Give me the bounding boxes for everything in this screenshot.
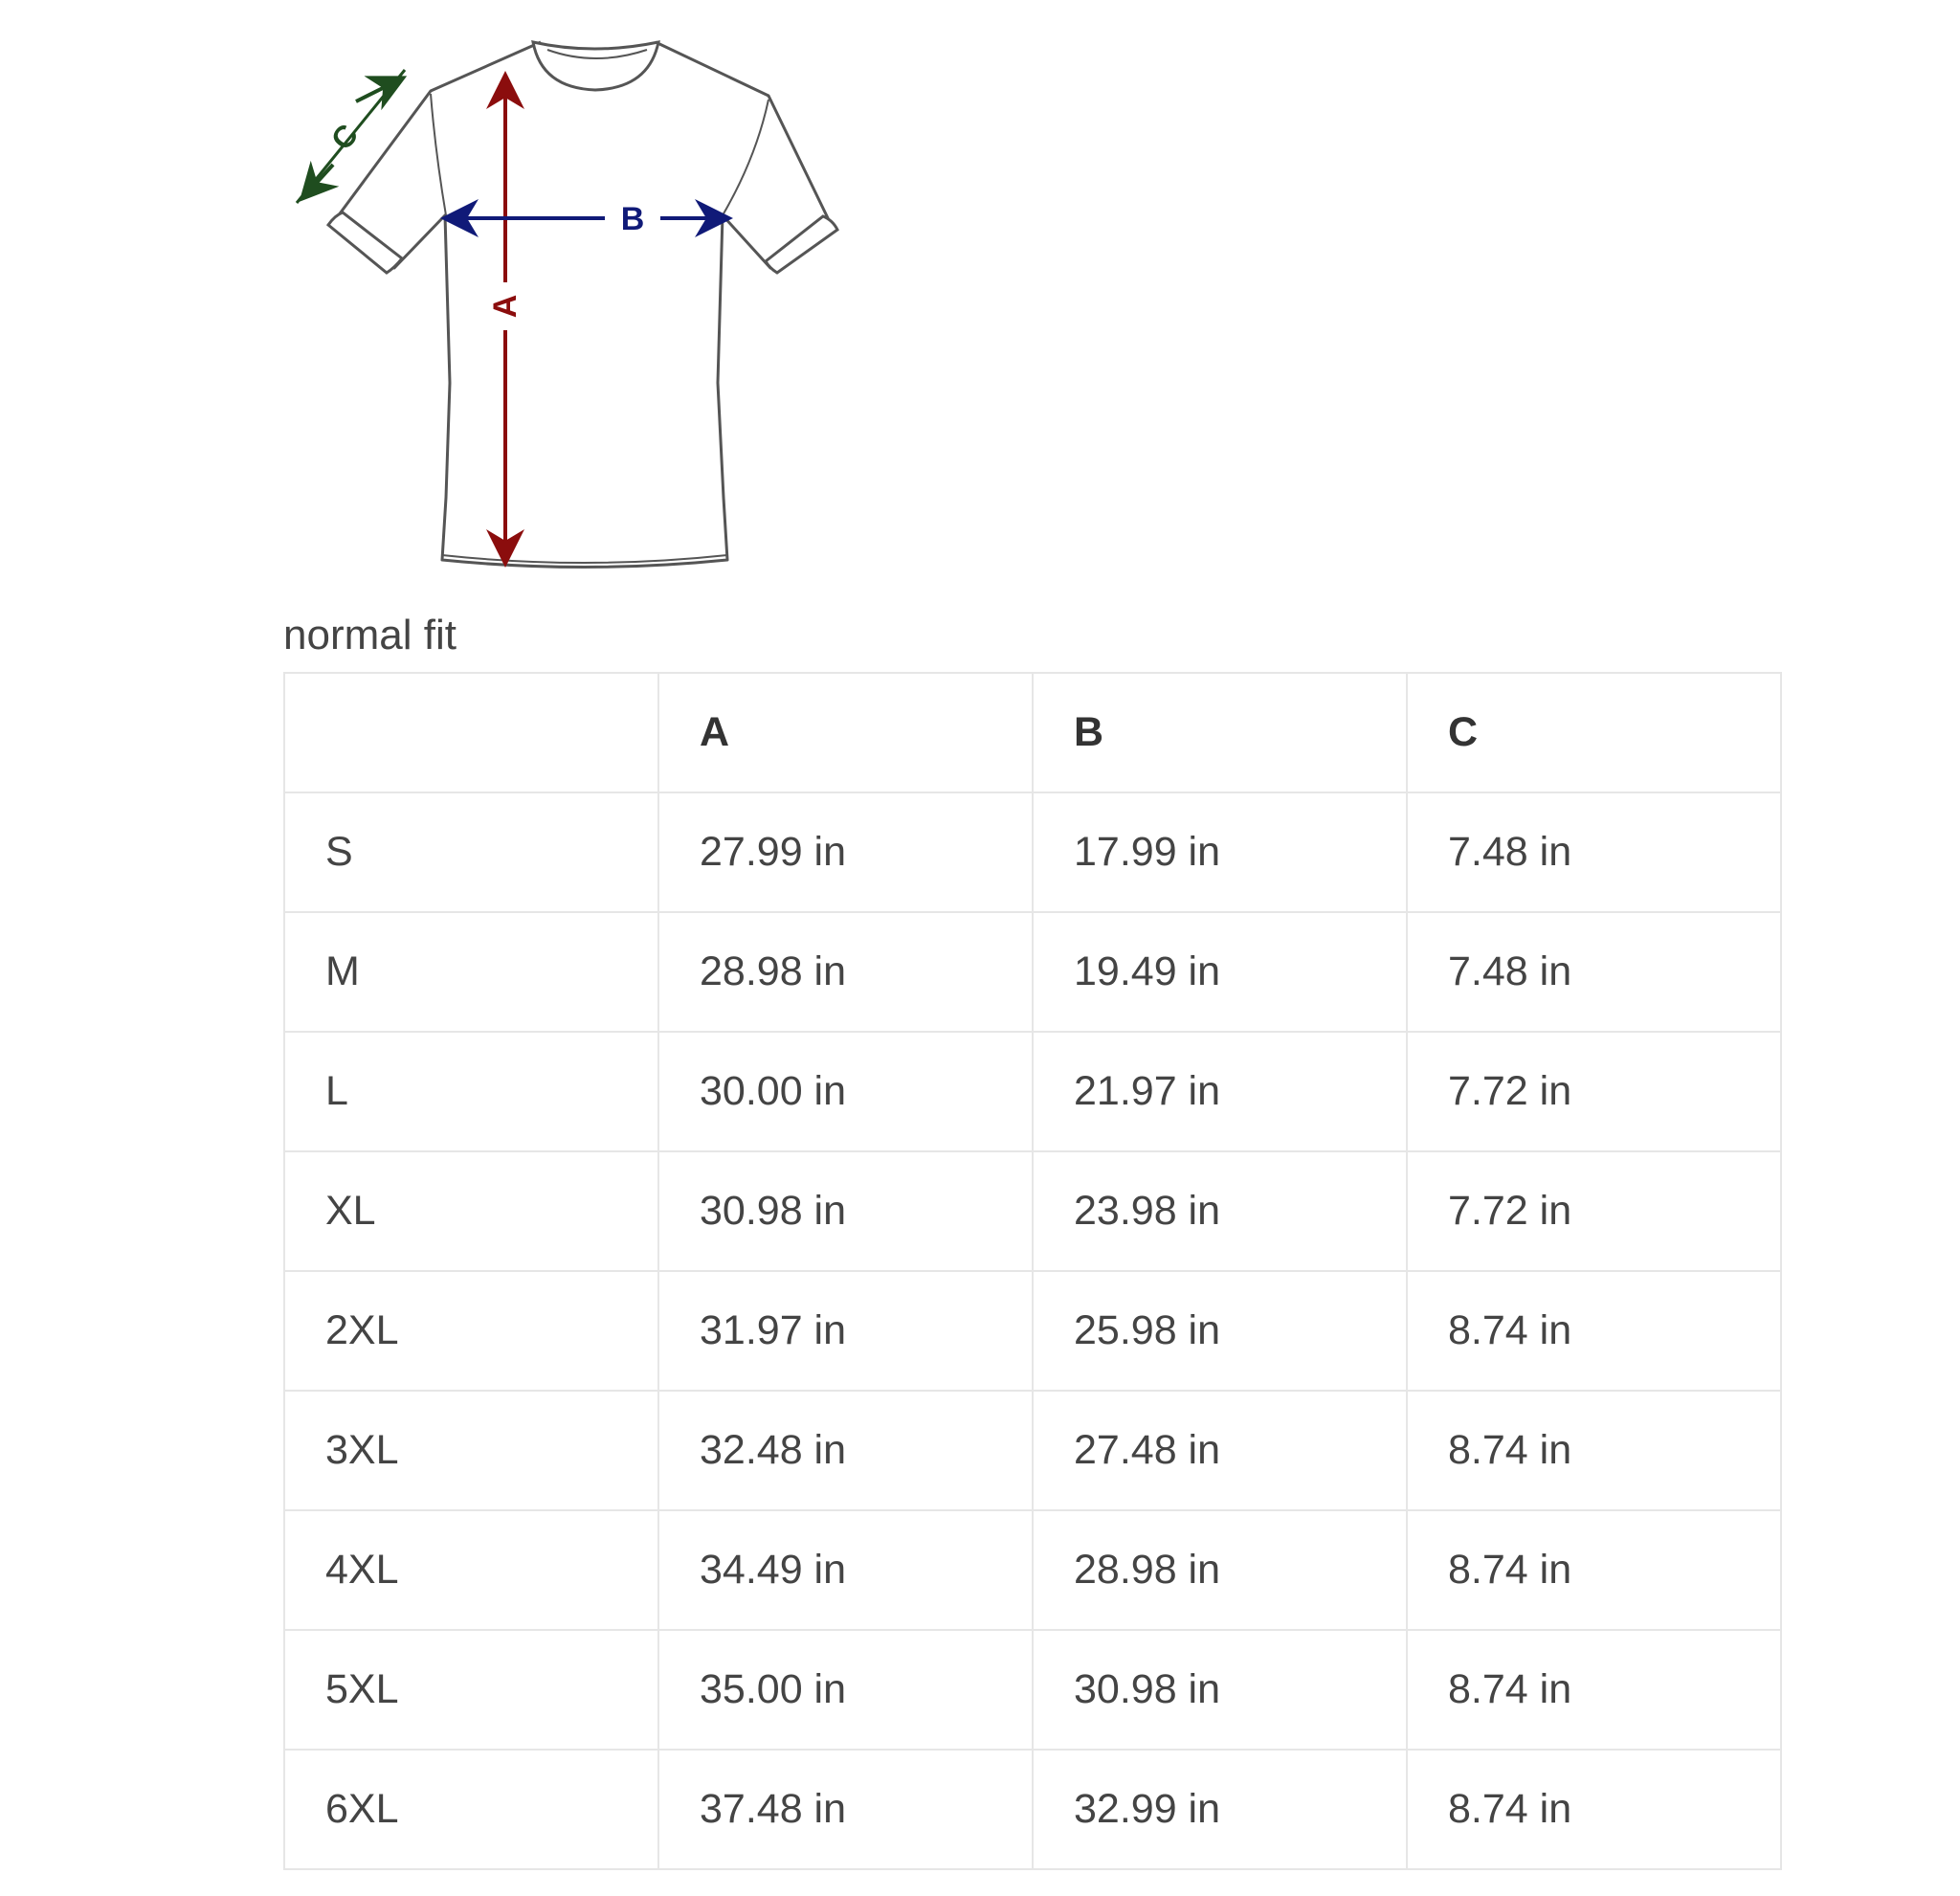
size-cell: 6XL xyxy=(284,1750,658,1869)
b-cell: 21.97 in xyxy=(1033,1032,1407,1151)
header-size xyxy=(284,673,658,792)
size-cell: S xyxy=(284,792,658,912)
table-header-row xyxy=(284,673,1781,792)
b-cell: 30.98 in xyxy=(1033,1630,1407,1750)
b-cell: 28.98 in xyxy=(1033,1510,1407,1630)
measurement-b xyxy=(448,201,725,237)
c-cell: 8.74 in xyxy=(1407,1271,1781,1391)
shirt-outline xyxy=(335,42,830,568)
c-cell: 7.72 in xyxy=(1407,1032,1781,1151)
table-row xyxy=(284,1510,1781,1630)
size-cell: 2XL xyxy=(284,1271,658,1391)
table-row xyxy=(284,1032,1781,1151)
b-cell: 17.99 in xyxy=(1033,792,1407,912)
table-row xyxy=(284,1750,1781,1869)
header-b: B xyxy=(1033,673,1407,792)
size-cell: XL xyxy=(284,1151,658,1271)
hem-line xyxy=(442,555,727,563)
c-cell: 7.48 in xyxy=(1407,912,1781,1032)
measurement-a xyxy=(487,78,523,560)
table-row xyxy=(284,1630,1781,1750)
size-cell: M xyxy=(284,912,658,1032)
size-cell: 5XL xyxy=(284,1630,658,1750)
right-armhole-seam xyxy=(723,100,768,215)
table-row xyxy=(284,792,1781,912)
collar xyxy=(533,42,658,90)
header-c: C xyxy=(1407,673,1781,792)
a-cell: 30.00 in xyxy=(658,1032,1033,1151)
a-cell: 37.48 in xyxy=(658,1750,1033,1869)
c-cell: 7.48 in xyxy=(1407,792,1781,912)
c-cell: 7.72 in xyxy=(1407,1151,1781,1271)
size-chart-table xyxy=(283,672,1782,1870)
a-cell: 34.49 in xyxy=(658,1510,1033,1630)
c-cell: 8.74 in xyxy=(1407,1391,1781,1510)
a-cell: 30.98 in xyxy=(658,1151,1033,1271)
a-cell: 32.48 in xyxy=(658,1391,1033,1510)
a-cell: 31.97 in xyxy=(658,1271,1033,1391)
header-a: A xyxy=(658,673,1033,792)
fit-label: normal fit xyxy=(283,612,457,658)
size-cell: 3XL xyxy=(284,1391,658,1510)
c-cell: 8.74 in xyxy=(1407,1630,1781,1750)
table-row xyxy=(284,912,1781,1032)
b-cell: 27.48 in xyxy=(1033,1391,1407,1510)
a-cell: 27.99 in xyxy=(658,792,1033,912)
b-cell: 25.98 in xyxy=(1033,1271,1407,1391)
a-cell: 35.00 in xyxy=(658,1630,1033,1750)
c-cell: 8.74 in xyxy=(1407,1750,1781,1869)
measurement-a-label: A xyxy=(487,294,523,319)
b-cell: 23.98 in xyxy=(1033,1151,1407,1271)
left-armhole-seam xyxy=(431,94,446,215)
tshirt-measurement-diagram xyxy=(283,34,848,590)
size-cell: L xyxy=(284,1032,658,1151)
measurement-c-label: C xyxy=(323,117,366,157)
right-cuff xyxy=(766,216,837,273)
table-row xyxy=(284,1151,1781,1271)
measurement-c xyxy=(297,70,405,203)
a-cell: 28.98 in xyxy=(658,912,1033,1032)
b-cell: 32.99 in xyxy=(1033,1750,1407,1869)
table-row xyxy=(284,1271,1781,1391)
table-row xyxy=(284,1391,1781,1510)
b-cell: 19.49 in xyxy=(1033,912,1407,1032)
measurement-b-label: B xyxy=(620,201,645,237)
size-cell: 4XL xyxy=(284,1510,658,1630)
left-cuff xyxy=(328,212,402,273)
c-cell: 8.74 in xyxy=(1407,1510,1781,1630)
